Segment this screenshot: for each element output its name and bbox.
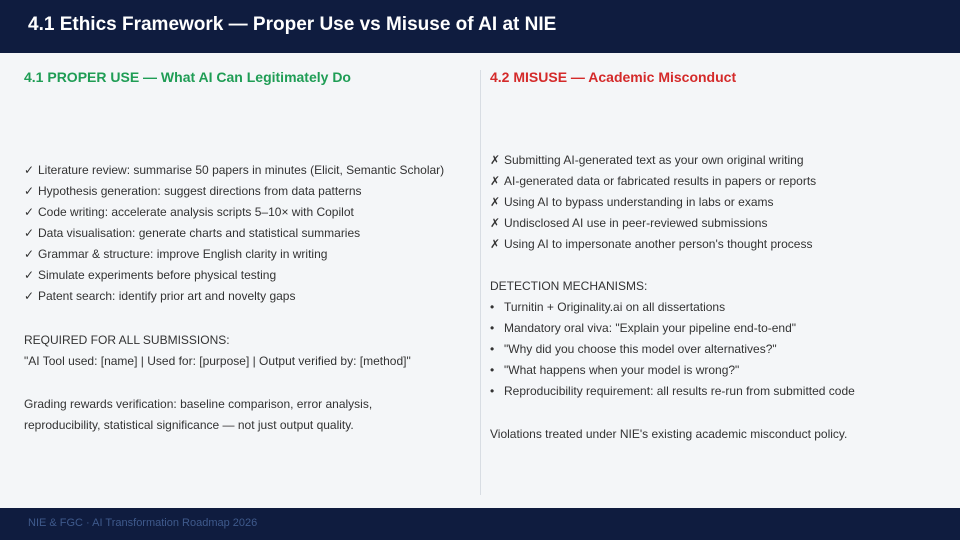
misuse-item: ✗ Submitting AI-generated text as your own original writing	[490, 153, 804, 167]
proper-use-item: ✓ Simulate experiments before physical testing	[24, 268, 277, 282]
proper-use-item: ✓ Hypothesis generation: suggest directions from data patterns	[24, 184, 362, 198]
page-title: 4.1 Ethics Framework — Proper Use vs Misuse of AI at NIE	[28, 14, 557, 35]
bullet-icon: •	[490, 363, 495, 377]
cross-icon: ✗	[490, 174, 501, 188]
misuse-column	[481, 53, 960, 508]
proper-use-item: ✓ Literature review: summarise 50 papers in minutes (Elicit, Semantic Scholar)	[24, 163, 445, 177]
grading-note-line-2: reproducibility, statistical significance — not just output quality.	[24, 418, 354, 432]
check-icon: ✓	[24, 289, 35, 303]
check-icon: ✓	[24, 247, 35, 261]
detection-item: • Mandatory oral viva: "Explain your pipeline end-to-end"	[490, 321, 797, 335]
bullet-icon: •	[490, 321, 495, 335]
cross-icon: ✗	[490, 216, 501, 230]
proper-use-item: ✓ Patent search: identify prior art and novelty gaps	[24, 289, 296, 303]
required-label: REQUIRED FOR ALL SUBMISSIONS:	[24, 333, 230, 347]
footer-text: NIE & FGC · AI Transformation Roadmap 2026	[28, 517, 258, 529]
grading-note-line-1: Grading rewards verification: baseline comparison, error analysis,	[24, 397, 373, 411]
bullet-icon: •	[490, 342, 495, 356]
check-icon: ✓	[24, 205, 35, 219]
proper-use-item: ✓ Code writing: accelerate analysis scripts 5–10× with Copilot	[24, 205, 354, 219]
misuse-item: ✗ Using AI to bypass understanding in labs or exams	[490, 195, 774, 209]
proper-use-column	[0, 53, 480, 508]
proper-use-item: ✓ Data visualisation: generate charts and statistical summaries	[24, 226, 361, 240]
detection-item: • "What happens when your model is wrong?"	[490, 363, 740, 377]
bullet-icon: •	[490, 384, 495, 398]
check-icon: ✓	[24, 268, 35, 282]
misuse-item: ✗ AI-generated data or fabricated results in papers or reports	[490, 174, 817, 188]
title-bar	[0, 0, 960, 53]
cross-icon: ✗	[490, 195, 501, 209]
misuse-heading: 4.2 MISUSE — Academic Misconduct	[490, 69, 737, 85]
misuse-item: ✗ Using AI to impersonate another person's thought process	[490, 237, 813, 251]
detection-label: DETECTION MECHANISMS:	[490, 279, 648, 293]
bullet-icon: •	[490, 300, 495, 314]
check-icon: ✓	[24, 226, 35, 240]
detection-item: • Reproducibility requirement: all results re-run from submitted code	[490, 384, 855, 398]
footer-bar	[0, 508, 960, 540]
check-icon: ✓	[24, 163, 35, 177]
misuse-item: ✗ Undisclosed AI use in peer-reviewed submissions	[490, 216, 768, 230]
proper-use-heading: 4.1 PROPER USE — What AI Can Legitimately Do	[24, 69, 351, 85]
check-icon: ✓	[24, 184, 35, 198]
cross-icon: ✗	[490, 237, 501, 251]
detection-item: • "Why did you choose this model over alternatives?"	[490, 342, 777, 356]
required-template: "AI Tool used: [name] | Used for: [purpose] | Output verified by: [method]"	[24, 354, 411, 368]
violations-note: Violations treated under NIE's existing academic misconduct policy.	[490, 427, 848, 441]
detection-item: • Turnitin + Originality.ai on all dissertations	[490, 300, 726, 314]
cross-icon: ✗	[490, 153, 501, 167]
proper-use-item: ✓ Grammar & structure: improve English clarity in writing	[24, 247, 328, 261]
